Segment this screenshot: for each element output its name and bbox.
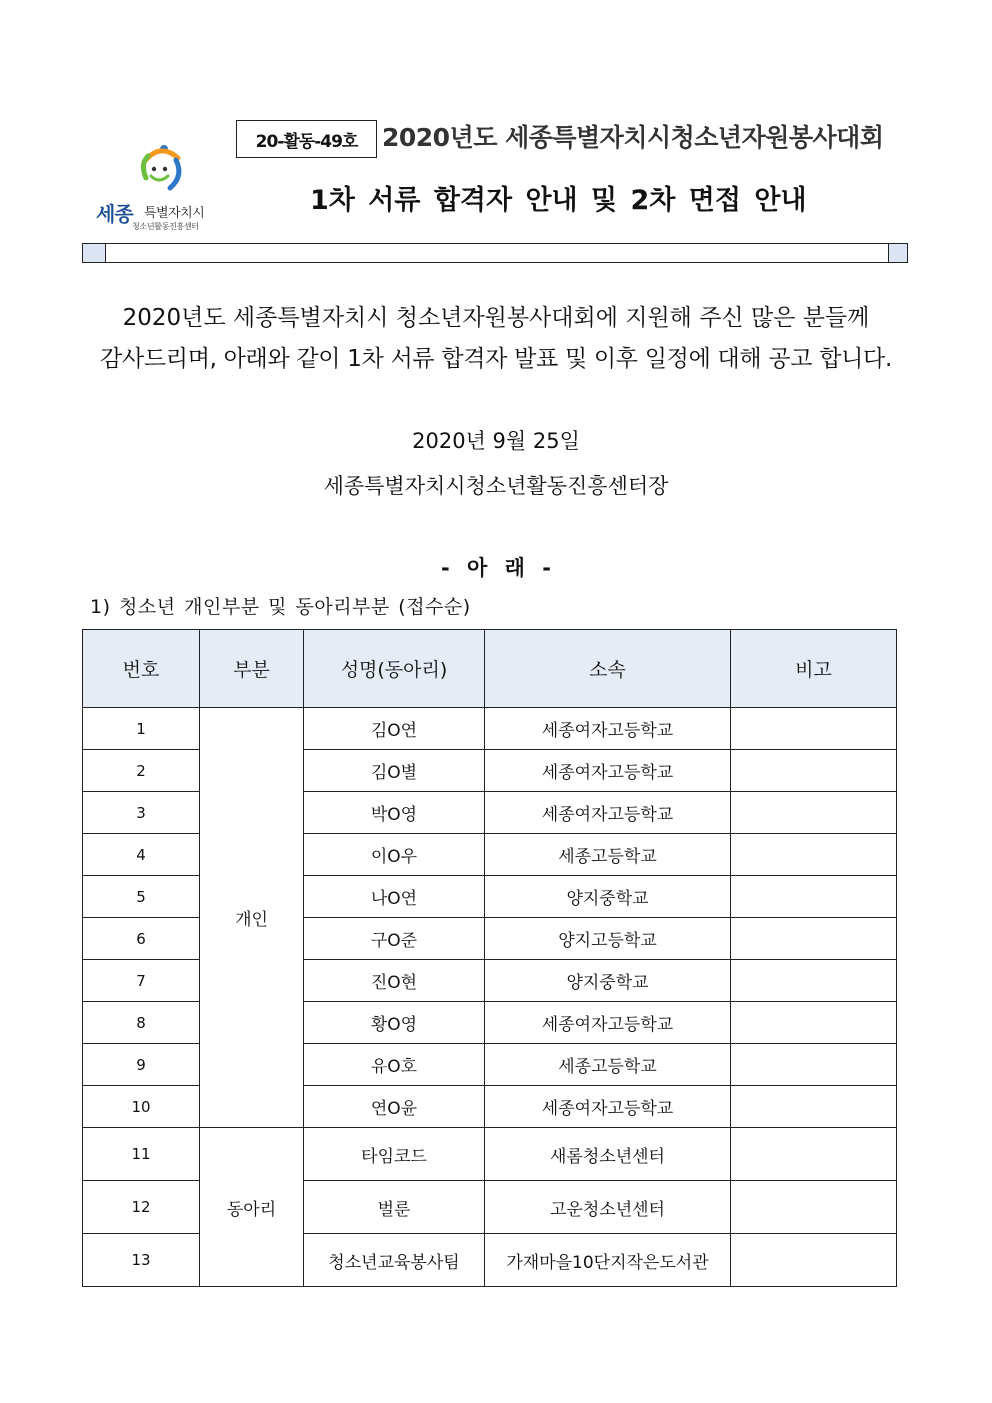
row-name: 김O연 [304, 708, 485, 750]
row-name: 유O호 [304, 1044, 485, 1086]
row-number: 7 [83, 960, 200, 1002]
row-affiliation: 세종여자고등학교 [485, 750, 731, 792]
notice-date: 2020년 9월 25일 [412, 429, 580, 453]
event-title: 2020년도 세종특별자치시청소년자원봉사대회 [382, 123, 884, 152]
header-divider-band [82, 243, 908, 263]
row-note [731, 1181, 897, 1234]
row-affiliation: 세종여자고등학교 [485, 708, 731, 750]
row-number: 6 [83, 918, 200, 960]
intro-line-2: 감사드리며, 아래와 같이 1차 서류 합격자 발표 및 이후 일정에 대해 공고 합니다. [100, 346, 892, 372]
row-note [731, 1234, 897, 1287]
row-note [731, 1044, 897, 1086]
row-name: 진O현 [304, 960, 485, 1002]
document-number: 20-활동-49호 [236, 120, 377, 158]
row-number: 5 [83, 876, 200, 918]
results-table [82, 629, 897, 1287]
row-name: 나O연 [304, 876, 485, 918]
row-number: 4 [83, 834, 200, 876]
table-row [83, 1128, 897, 1181]
row-number: 3 [83, 792, 200, 834]
row-note [731, 1128, 897, 1181]
row-note [731, 750, 897, 792]
row-affiliation: 세종고등학교 [485, 1044, 731, 1086]
row-number: 8 [83, 1002, 200, 1044]
row-note [731, 834, 897, 876]
row-note [731, 708, 897, 750]
header-affiliation: 소속 [485, 630, 731, 708]
row-name: 벌룬 [304, 1181, 485, 1234]
row-number: 1 [83, 708, 200, 750]
category-cell: 개인 [200, 708, 304, 1128]
header-category: 부분 [200, 630, 304, 708]
header-note: 비고 [731, 630, 897, 708]
row-name: 김O별 [304, 750, 485, 792]
row-note [731, 1002, 897, 1044]
row-affiliation: 양지중학교 [485, 960, 731, 1002]
row-number: 12 [83, 1181, 200, 1234]
row-name: 이O우 [304, 834, 485, 876]
row-number: 2 [83, 750, 200, 792]
row-note [731, 876, 897, 918]
logo-name: 세종 [96, 202, 133, 226]
section-title: 1) 청소년 개인부분 및 동아리부분 (접수순) [90, 596, 471, 618]
band-right-cap [888, 244, 907, 262]
row-number: 11 [83, 1128, 200, 1181]
table-row [83, 708, 897, 750]
row-name: 연O윤 [304, 1086, 485, 1128]
row-number: 13 [83, 1234, 200, 1287]
row-number: 10 [83, 1086, 200, 1128]
notice-title: 1차 서류 합격자 안내 및 2차 면접 안내 [310, 185, 807, 216]
row-note [731, 918, 897, 960]
row-affiliation: 세종여자고등학교 [485, 792, 731, 834]
below-heading: - 아 래 - [441, 556, 551, 580]
issuer-name: 세종특별자치시청소년활동진흥센터장 [323, 474, 669, 498]
row-name: 박O영 [304, 792, 485, 834]
logo-subtitle: 청소년활동진흥센터 [132, 222, 199, 231]
header-number: 번호 [83, 630, 200, 708]
row-name: 타임코드 [304, 1128, 485, 1181]
category-cell: 동아리 [200, 1128, 304, 1287]
logo-figure-icon [132, 142, 188, 198]
band-left-cap [83, 244, 106, 262]
row-name: 황O영 [304, 1002, 485, 1044]
organization-logo [96, 142, 226, 234]
row-affiliation: 세종여자고등학교 [485, 1086, 731, 1128]
row-affiliation: 세종고등학교 [485, 834, 731, 876]
row-affiliation: 고운청소년센터 [485, 1181, 731, 1234]
logo-city: 특별자치시 [144, 206, 205, 221]
intro-line-1: 2020년도 세종특별자치시 청소년자원봉사대회에 지원해 주신 많은 분들께 [122, 305, 870, 331]
row-note [731, 1086, 897, 1128]
header-name: 성명(동아리) [304, 630, 485, 708]
table-header-row [83, 630, 897, 708]
row-note [731, 960, 897, 1002]
row-number: 9 [83, 1044, 200, 1086]
row-affiliation: 가재마을10단지작은도서관 [485, 1234, 731, 1287]
row-affiliation: 세종여자고등학교 [485, 1002, 731, 1044]
row-affiliation: 양지고등학교 [485, 918, 731, 960]
row-affiliation: 새롬청소년센터 [485, 1128, 731, 1181]
row-affiliation: 양지중학교 [485, 876, 731, 918]
row-name: 구O준 [304, 918, 485, 960]
row-note [731, 792, 897, 834]
row-name: 청소년교육봉사팀 [304, 1234, 485, 1287]
